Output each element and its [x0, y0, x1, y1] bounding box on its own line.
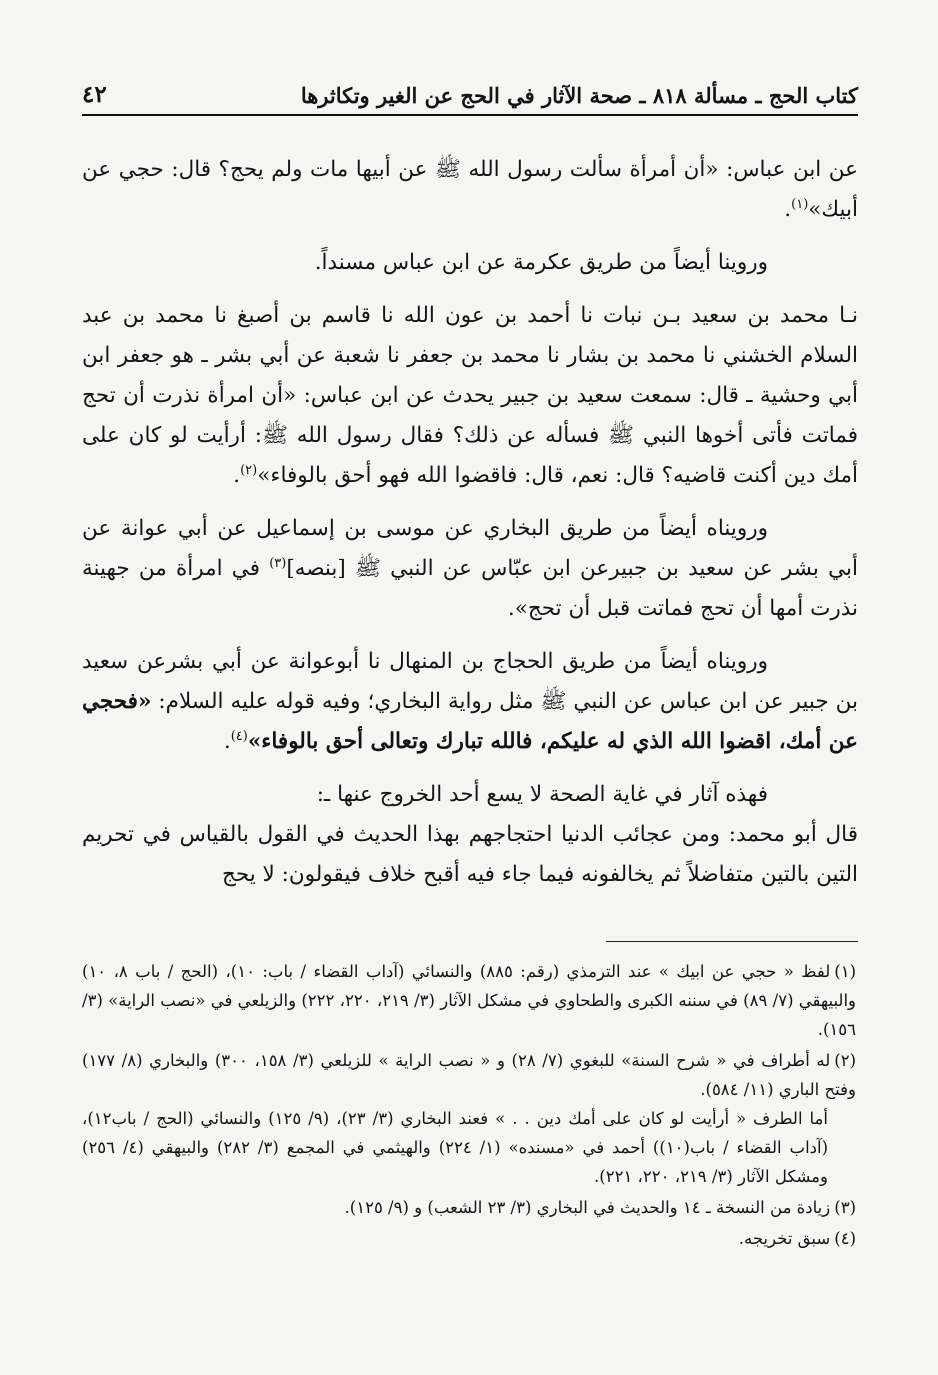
footnote-text: زيادة من النسخة ـ ١٤ والحديث في البخاري (٣/ ٢٣ الشعب) و (٩/ ١٢٥).: [344, 1198, 831, 1217]
paragraph-2: وروينا أيضاً من طريق عكرمة عن ابن عباس مسنداً.: [314, 250, 768, 275]
paragraph-1-end: .: [784, 197, 792, 222]
paragraph-4-text: ورويناه أيضاً من طريق البخاري عن موسى بن إسماعيل عن أبي عوانة عن أبي بشر عن سعيد بن جبيرعن ابن عبّاس عن النبي ﷺ [بنصه]: [82, 516, 858, 581]
footnote-text: سبق تخريجه.: [738, 1229, 831, 1248]
footnote-separator: [606, 941, 858, 942]
footnote-number: (٣): [834, 1198, 856, 1217]
page-number: ٤٢: [82, 81, 107, 108]
paragraph-3: [82, 296, 858, 496]
paragraph-7: قال أبو محمد: ومن عجائب الدنيا احتجاجهم بهذا الحديث في القول بالقياس في تحريم التين بالتين متفاضلاً ثم يخالفونه فيما جاء فيه أقبح خلاف فيقولون: لا يحج: [82, 822, 858, 887]
paragraph-1: [82, 150, 858, 230]
footnote-1: [82, 957, 858, 1044]
footnote-text: له أطراف في « شرح السنة» للبغوي (٧/ ٢٨) و « نصب الراية » للزيلعي (٣/ ١٥٨، ٣٠٠) والبخاري (٨/ ١٧٧) وفتح الباري (١١/ ٥٨٤).: [82, 1051, 856, 1099]
footnote-number: (١): [834, 962, 856, 981]
paragraph-3-text: نـا محمد بن سعيد بـن نبات نا أحمد بن عون الله نا قاسم بن أصبغ نا محمد بن عبد السلام الخشني نا محمد بن بشار نا محمد بن جعفر نا شعبة عن أبي بشر ـ هو جعفر ابن أبي وحشية ـ قال: سمعت سعيد بن جبير يحدث عن ابن عباس: «أن امرأة نذرت أن تحج فماتت فأتى أخوها النبي ﷺ فسأله عن ذلك؟ فقال رسول الله ﷺ: أرأيت لو كان على أمك دين أكنت قاضيه؟ قال: نعم، قال: فاقضوا الله فهو أحق بالوفاء»: [82, 303, 858, 488]
paragraph-4-end: في امرأة من جهينة نذرت أمها أن تحج فماتت قبل أن تحج».: [82, 556, 858, 621]
footnote-ref-2: (٢): [240, 462, 258, 478]
footnote-3: [82, 1193, 858, 1222]
footnote-number: (٤): [834, 1229, 856, 1248]
paragraph-5-end: .: [223, 729, 231, 754]
footnote-text: لفظ « حجي عن ابيك » عند الترمذي (رقم: ٨٨٥) والنسائي (آداب القضاء / باب: ١٠)، (الحج / باب ٨، ١٠) والبيهقي (٧/ ٨٩) في سننه الكبرى والطحاوي في مشكل الآثار (٣/ ٢١٩، ٢٢٠، ٢٢٢) والزيلعي في «نصب الراية» (٣/ ١٥٦).: [82, 962, 857, 1039]
footnote-2: [82, 1046, 858, 1191]
paragraph-4: [82, 509, 858, 629]
footnote-ref-1: (١): [791, 196, 809, 212]
footnote-4: [82, 1224, 858, 1253]
paragraph-5-quote: «فحجي عن أمك، اقضوا الله الذي له عليكم، فالله تبارك وتعالى أحق بالوفاء»: [82, 689, 858, 754]
footnote-number: (٢): [834, 1051, 857, 1070]
footnote-ref-3: (٣): [269, 555, 287, 571]
paragraph-6: فهذه آثار في غاية الصحة لا يسع أحد الخروج عنها ـ:: [316, 782, 768, 807]
paragraph-1-text: عن ابن عباس: «أن أمرأة سألت رسول الله ﷺ عن أبيها مات ولم يحج؟ قال: حجي عن أبيك»: [82, 157, 858, 222]
page-header: [82, 76, 858, 116]
paragraph-3-end: .: [233, 463, 241, 488]
paragraph-5-text: ورويناه أيضاً من طريق الحجاج بن المنهال نا أبوعوانة عن أبي بشرعن سعيد بن جبير عن ابن عباس عن النبي ﷺ مثل رواية البخاري؛ وفيه قوله عليه السلام:: [82, 649, 858, 714]
footnotes: [82, 957, 858, 1255]
paragraph-5: [82, 642, 858, 762]
footnote-continuation: أما الطرف « أرأيت لو كان على أمك دين . . » فعند البخاري (٣/ ٢٣)، (٩/ ١٢٥) والنسائي (الحج / باب١٢)، (آداب القضاء / باب(١٠)) أحمد في «مسنده» (١/ ٢٢٤) والهيثمي في المجمع (٣/ ٢٨٢) والبيهقي (٤/ ٢٥٦) ومشكل الآثار (٣/ ٢١٩، ٢٢٠، ٢٢١).: [82, 1109, 829, 1186]
footnote-ref-4: (٤): [230, 728, 248, 744]
main-text: [82, 150, 858, 895]
running-title: كتاب الحج ـ مسألة ٨١٨ ـ صحة الآثار في الحج عن الغير وتكاثرها: [300, 83, 858, 108]
